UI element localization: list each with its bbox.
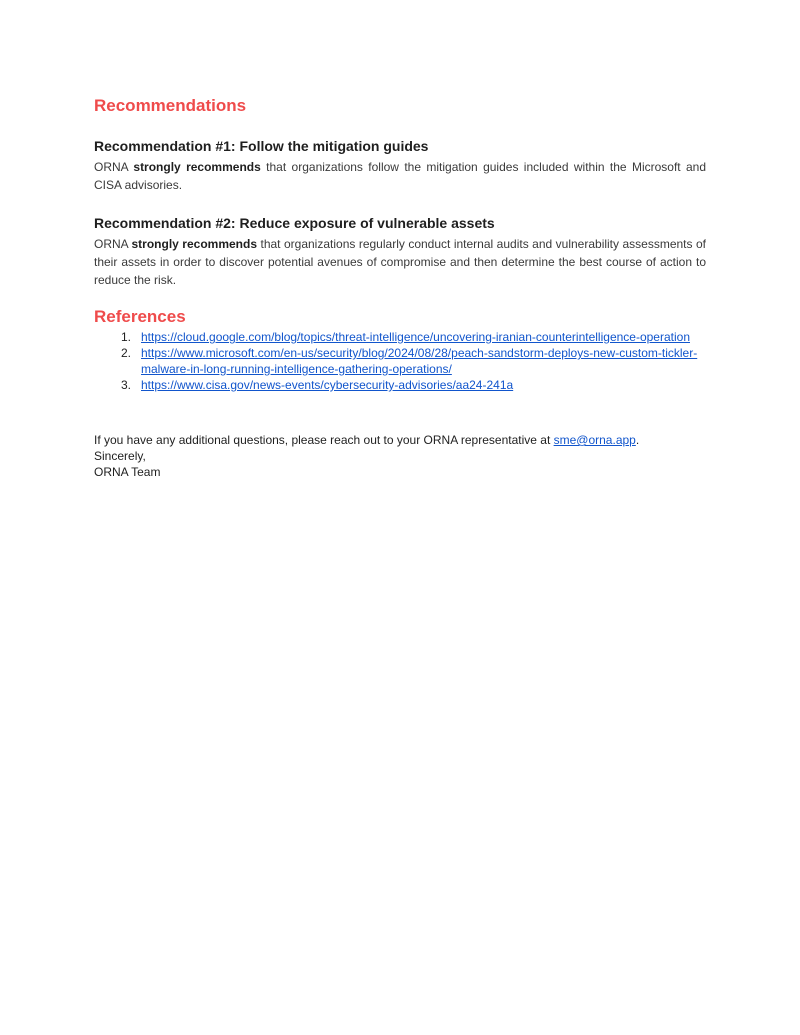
recommendation-2-body xyxy=(94,235,706,289)
reference-link-1[interactable]: https://cloud.google.com/blog/topics/threat-intelligence/uncovering-iranian-counterintelligence-operation xyxy=(141,330,690,344)
closing-post: . xyxy=(635,433,640,447)
closing-pre: If you have any additional questions, please reach out to your ORNA representative at xyxy=(94,433,554,447)
reference-item xyxy=(94,329,706,345)
closing-line-1 xyxy=(94,432,706,448)
reference-number xyxy=(94,345,141,377)
recommendations-heading: Recommendations xyxy=(94,96,247,115)
recommendation-1-body xyxy=(94,158,706,194)
document-page xyxy=(94,95,706,480)
reference-link-3[interactable]: https://www.cisa.gov/news-events/cybersecurity-advisories/aa24-241a xyxy=(141,378,514,392)
rec1-rest: that organizations follow the mitigation guides included within the Microsoft and CISA advisories. xyxy=(94,160,707,192)
references-list xyxy=(94,329,706,393)
recommendation-1-title: Recommendation #1: Follow the mitigation guides xyxy=(94,138,429,154)
email-link[interactable]: sme@orna.app xyxy=(553,433,636,447)
reference-item xyxy=(94,345,706,377)
closing-salutation: Sincerely, xyxy=(94,449,146,463)
reference-number-text: 2. xyxy=(121,346,132,360)
reference-link-2[interactable]: https://www.microsoft.com/en-us/security/blog/2024/08/28/peach-sandstorm-deploys-new-custom-tickler-malware-in-long-running-intelligence-gathering-operations/ xyxy=(141,346,698,376)
closing-signature: ORNA Team xyxy=(94,465,161,479)
reference-item xyxy=(94,377,706,393)
recommendation-2-title: Recommendation #2: Reduce exposure of vulnerable assets xyxy=(94,215,495,231)
reference-number xyxy=(94,377,141,393)
rec2-bold: strongly recommends xyxy=(131,237,258,251)
rec2-rest: that organizations regularly conduct internal audits and vulnerability assessments of their assets in order to discover potential avenues of compromise and then determine the best course of action to reduce the risk. xyxy=(94,237,707,287)
closing-block xyxy=(94,432,706,480)
rec1-bold: strongly recommends xyxy=(133,160,261,174)
reference-number xyxy=(94,329,141,345)
references-heading: References xyxy=(94,307,186,326)
reference-number-text: 1. xyxy=(121,330,132,344)
rec2-lead: ORNA xyxy=(94,237,129,251)
reference-number-text: 3. xyxy=(121,378,132,392)
rec1-lead: ORNA xyxy=(94,160,129,174)
